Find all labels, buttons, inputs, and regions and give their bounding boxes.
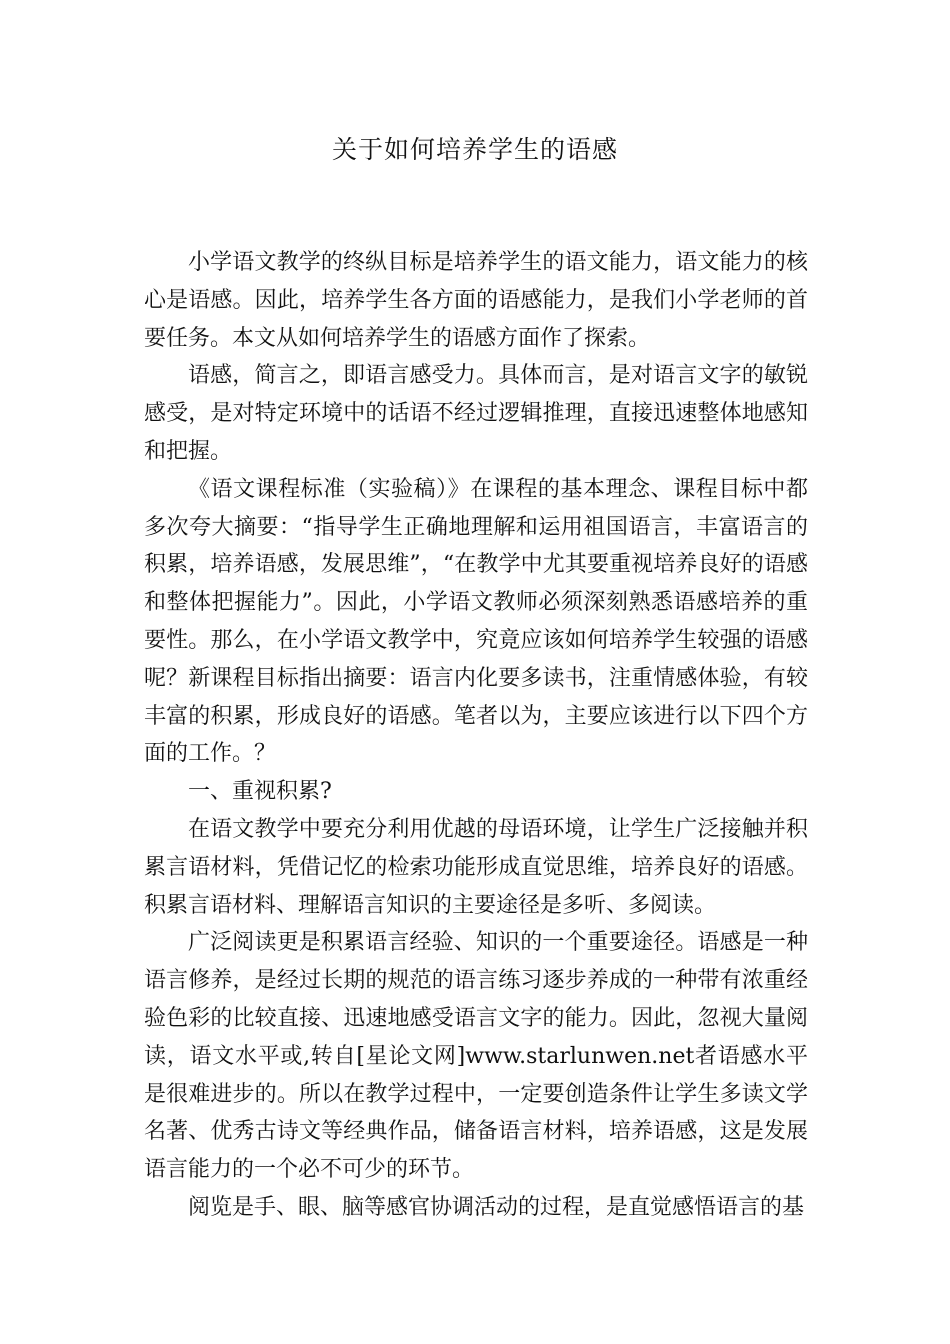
- paragraph: 语感，简言之，即语言感受力。具体而言，是对语言文字的敏锐感受，是对特定环境中的话语不经过逻辑推理，直接迅速整体地感知和把握。: [144, 363, 808, 464]
- paragraph: 阅览是手、眼、脑等感官协调活动的过程，是直觉感悟语言的基: [188, 1194, 805, 1220]
- paragraph: 《语文课程标准（实验稿）》在课程的基本理念、课程目标中都多次夸大摘要：“指导学生正确地理解和运用祖国语言，丰富语言的积累，培养语感，发展思维”，“在教学中尤其要重视培养良好的语感和整体把握能力”。因此，小学语文教师必须深刻熟悉语感培养的重要性。那么，在小学语文教学中，究竟应该如何培养学生较强的语感呢？新课程目标指出摘要：语言内化要多读书，注重情感体验，有较丰富的积累，形成良好的语感。笔者以为，主要应该进行以下四个方面的工作。？: [144, 476, 808, 767]
- document-body: [144, 244, 808, 1227]
- section-heading: 一、重视积累?: [188, 779, 332, 805]
- document-title: 关于如何培养学生的语感: [331, 135, 618, 164]
- paragraph: 广泛阅读更是积累语言经验、知识的一个重要途径。语感是一种语言修养，是经过长期的规范的语言练习逐步养成的一种带有浓重经验色彩的比较直接、迅速地感受语言文字的能力。因此，忽视大量阅读，语文水平或,转自[星论文网]www.starlunwen.net者语感水平是很难进步的。所以在教学过程中，一定要创造条件让学生多读文学名著、优秀古诗文等经典作品，储备语言材料，培养语感，这是发展语言能力的一个必不可少的环节。: [144, 930, 808, 1183]
- paragraph: 在语文教学中要充分利用优越的母语环境，让学生广泛接触并积累言语材料，凭借记忆的检索功能形成直觉思维，培养良好的语感。积累言语材料、理解语言知识的主要途径是多听、多阅读。: [144, 816, 808, 918]
- paragraph: 小学语文教学的终纵目标是培养学生的语文能力，语文能力的核心是语感。因此，培养学生各方面的语感能力，是我们小学老师的首要任务。本文从如何培养学生的语感方面作了探索。: [144, 250, 808, 351]
